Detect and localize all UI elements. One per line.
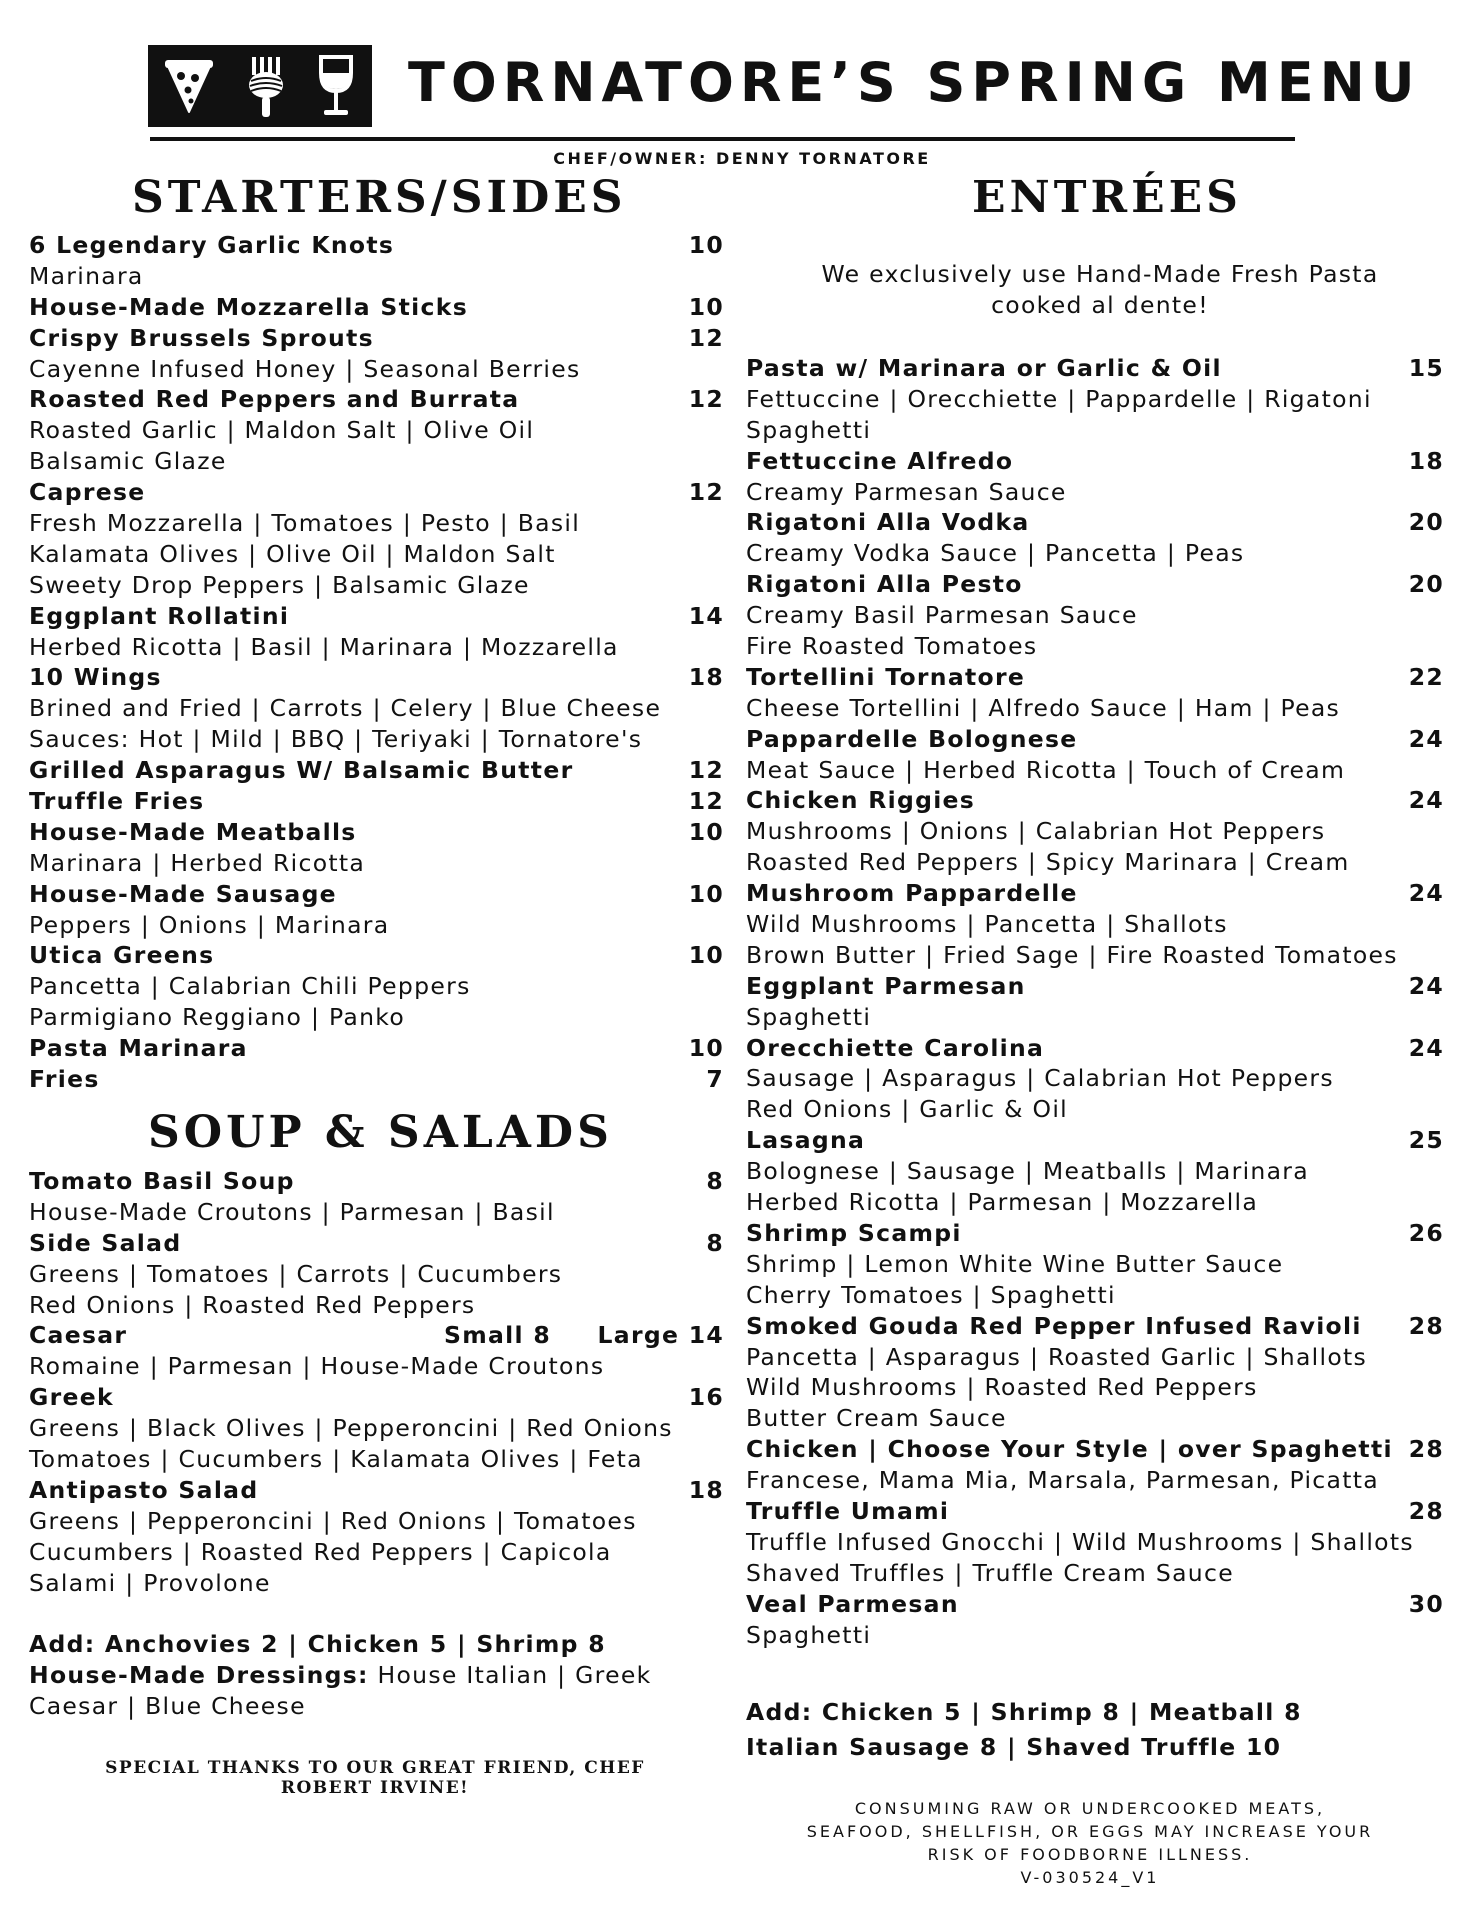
item-name: Eggplant Rollatini — [29, 601, 290, 630]
starter-item — [29, 940, 724, 971]
item-description: Shrimp | Lemon White Wine Butter Sauce — [746, 1249, 1284, 1278]
item-description: Greens | Tomatoes | Carrots | Cucumbers — [29, 1259, 563, 1288]
item-description: Bolognese | Sausage | Meatballs | Marinara — [746, 1157, 1309, 1186]
item-description: Creamy Parmesan Sauce — [746, 477, 1067, 506]
item-price: 16 — [688, 1383, 724, 1412]
pizza-slice-icon — [161, 56, 217, 116]
menu-version: V-030524_V1 — [1020, 1868, 1160, 1887]
item-price: 14 — [688, 601, 724, 630]
entree-item — [746, 507, 1446, 538]
item-name: Smoked Gouda Red Pepper Infused Ravioli — [746, 1311, 1362, 1340]
entree-description — [746, 1094, 1446, 1125]
starter-item — [29, 384, 724, 415]
item-description: Balsamic Glaze — [29, 447, 227, 476]
salad-description — [29, 1444, 699, 1475]
item-price: 18 — [688, 1475, 724, 1504]
entree-item — [746, 1311, 1446, 1342]
item-description: Cayenne Infused Honey | Seasonal Berries — [29, 354, 581, 383]
starter-description — [29, 910, 699, 941]
item-description: Creamy Basil Parmesan Sauce — [746, 601, 1138, 630]
starter-item — [29, 817, 724, 848]
item-price: 10 — [688, 879, 724, 908]
item-name: Pasta w/ Marinara or Garlic & Oil — [746, 354, 1222, 382]
soups-heading: SOUP & SALADS — [148, 1107, 613, 1158]
starter-item — [29, 786, 724, 817]
entree-item — [746, 724, 1446, 755]
item-description: Spaghetti — [746, 415, 872, 444]
item-description: Shaved Truffles | Truffle Cream Sauce — [746, 1558, 1234, 1587]
item-description: Francese, Mama Mia, Marsala, Parmesan, Picatta — [746, 1466, 1379, 1495]
item-name: Truffle Umami — [746, 1496, 950, 1525]
entree-description — [746, 693, 1446, 724]
starter-item — [29, 292, 724, 323]
starters-list — [29, 230, 724, 1095]
item-description: Marinara | Herbed Ricotta — [29, 848, 366, 877]
item-price: 12 — [688, 756, 724, 785]
entree-description — [746, 1280, 1446, 1311]
entree-description — [746, 384, 1446, 415]
item-price: 12 — [688, 478, 724, 507]
entree-description — [746, 1002, 1446, 1033]
item-price: 24 — [1408, 971, 1444, 1000]
fork-pasta-icon — [242, 53, 288, 119]
item-name: Veal Parmesan — [746, 1589, 959, 1618]
dressings-label: House-Made Dressings: — [29, 1660, 369, 1689]
starter-item — [29, 662, 724, 693]
entrees-extras — [746, 1695, 1446, 1765]
item-name: Orecchiette Carolina — [746, 1033, 1045, 1062]
starter-item — [29, 755, 724, 786]
item-description: Greens | Black Olives | Pepperoncini | Red Onions — [29, 1414, 673, 1443]
item-description: Cheese Tortellini | Alfredo Sauce | Ham | Peas — [746, 693, 1341, 722]
item-description: Creamy Vodka Sauce | Pancetta | Peas — [746, 539, 1245, 568]
salad-description — [29, 1413, 699, 1444]
entrees-add-line-1: Add: Chicken 5 | Shrimp 8 | Meatball 8 — [746, 1698, 1302, 1726]
salad-description — [29, 1537, 699, 1568]
item-description: Brined and Fried | Carrots | Celery | Blue Cheese — [29, 694, 662, 723]
item-name: Pasta Marinara — [29, 1034, 248, 1063]
item-name: Pappardelle Bolognese — [746, 724, 1078, 753]
entrees-list — [746, 353, 1446, 1650]
starter-item — [29, 1033, 724, 1064]
item-price: 20 — [1408, 508, 1444, 537]
item-description: Salami | Provolone — [29, 1568, 271, 1597]
starter-item — [29, 1064, 724, 1095]
starter-item — [29, 230, 724, 261]
starter-description — [29, 693, 699, 724]
item-description: Roasted Garlic | Maldon Salt | Olive Oil — [29, 416, 535, 445]
item-description: Wild Mushrooms | Pancetta | Shallots — [746, 910, 1228, 939]
item-price: 10 — [688, 292, 724, 321]
item-name: Tortellini Tornatore — [746, 662, 1026, 691]
entree-description — [746, 816, 1446, 847]
chef-owner-line: CHEF/OWNER: DENNY TORNATORE — [553, 149, 931, 168]
item-description: Butter Cream Sauce — [746, 1404, 1007, 1433]
salad-item — [29, 1382, 724, 1413]
entree-item — [746, 971, 1446, 1002]
entree-description — [746, 1156, 1446, 1187]
entree-description — [746, 909, 1446, 940]
dressings-line — [29, 1660, 729, 1691]
item-description: Pancetta | Calabrian Chili Peppers — [29, 972, 471, 1001]
entrees-heading: ENTRÉES — [972, 172, 1242, 223]
item-name: Tomato Basil Soup — [29, 1167, 295, 1195]
item-name: 6 Legendary Garlic Knots — [29, 231, 395, 259]
item-price: 20 — [1408, 570, 1444, 599]
special-thanks: SPECIAL THANKS TO OUR GREAT FRIEND, CHEF ROBERT IRVINE! — [105, 1758, 645, 1798]
starter-description — [29, 261, 699, 292]
starter-description — [29, 570, 699, 601]
item-name: Rigatoni Alla Vodka — [746, 508, 1030, 537]
item-name: Chicken Riggies — [746, 786, 976, 815]
item-name: Rigatoni Alla Pesto — [746, 570, 1023, 599]
item-price: 12 — [688, 787, 724, 816]
starter-description — [29, 446, 699, 477]
item-name: Utica Greens — [29, 941, 215, 970]
item-price: 25 — [1408, 1126, 1444, 1155]
item-name: Crispy Brussels Sprouts — [29, 323, 374, 352]
item-name: Greek — [29, 1383, 114, 1412]
entree-description — [746, 1063, 1446, 1094]
menu-title: TORNATORE’S SPRING MENU — [408, 51, 1421, 114]
item-description: Herbed Ricotta | Basil | Marinara | Mozzarella — [29, 632, 619, 661]
item-description: Greens | Pepperoncini | Red Onions | Tomatoes — [29, 1506, 637, 1535]
item-name: Fettuccine Alfredo — [746, 446, 1014, 475]
header-divider — [150, 137, 1295, 141]
item-description: Sausage | Asparagus | Calabrian Hot Peppers — [746, 1064, 1334, 1093]
item-price: 24 — [1408, 1033, 1444, 1062]
item-price: 10 — [688, 231, 724, 259]
item-name: Chicken | Choose Your Style | over Spaghetti — [746, 1435, 1393, 1464]
soups-list — [29, 1166, 724, 1598]
entree-description — [746, 1403, 1446, 1434]
item-description: Mushrooms | Onions | Calabrian Hot Peppers — [746, 817, 1326, 846]
salad-description — [29, 1290, 699, 1321]
starters-heading: STARTERS/SIDES — [132, 172, 627, 223]
starter-description — [29, 508, 699, 539]
entrees-intro-line-2: cooked al dente! — [991, 291, 1209, 319]
soups-extras — [29, 1629, 729, 1722]
entree-description — [746, 1558, 1446, 1589]
dressings-list: House Italian | Greek — [368, 1660, 652, 1689]
salad-item — [29, 1320, 724, 1351]
item-name: House-Made Sausage — [29, 879, 337, 908]
item-price: 24 — [1408, 879, 1444, 908]
item-name: Roasted Red Peppers and Burrata — [29, 385, 520, 414]
item-description: Truffle Infused Gnocchi | Wild Mushrooms | Shallots — [746, 1527, 1414, 1556]
entree-description — [746, 1342, 1446, 1373]
item-name: House-Made Mozzarella Sticks — [29, 292, 468, 321]
salad-item — [29, 1166, 724, 1197]
item-description: Marinara — [29, 261, 144, 290]
starter-description — [29, 1002, 699, 1033]
item-description: Romaine | Parmesan | House-Made Croutons — [29, 1352, 605, 1381]
item-price: 24 — [1408, 724, 1444, 753]
entree-description — [746, 600, 1446, 631]
item-price: 12 — [688, 323, 724, 352]
item-price: 28 — [1408, 1496, 1444, 1525]
entree-description — [746, 477, 1446, 508]
item-price: 18 — [1408, 446, 1444, 475]
entrees-intro — [760, 259, 1440, 321]
salad-description — [29, 1351, 699, 1382]
starter-description — [29, 415, 699, 446]
entree-item — [746, 1218, 1446, 1249]
starter-description — [29, 632, 699, 663]
item-name: Shrimp Scampi — [746, 1218, 962, 1247]
salad-description — [29, 1259, 699, 1290]
entree-item — [746, 1434, 1446, 1465]
item-price: 28 — [1408, 1311, 1444, 1340]
item-name: Fries — [29, 1065, 100, 1094]
soups-add-line: Add: Anchovies 2 | Chicken 5 | Shrimp 8 — [29, 1630, 606, 1658]
salad-description — [29, 1506, 699, 1537]
item-small-price: Small 8 — [444, 1321, 552, 1350]
salad-item — [29, 1475, 724, 1506]
item-price: 8 — [706, 1167, 724, 1195]
item-name: Grilled Asparagus W/ Balsamic Butter — [29, 756, 574, 785]
item-description: Spaghetti — [746, 1002, 872, 1031]
item-description: Meat Sauce | Herbed Ricotta | Touch of Cream — [746, 755, 1346, 784]
item-name: Antipasto Salad — [29, 1475, 259, 1504]
entree-description — [746, 631, 1446, 662]
dressings-line-2: Caesar | Blue Cheese — [29, 1691, 306, 1720]
wine-glass-icon — [313, 53, 359, 119]
starter-description — [29, 724, 699, 755]
entree-description — [746, 1187, 1446, 1218]
salad-item — [29, 1228, 724, 1259]
entree-description — [746, 415, 1446, 446]
item-description: Sweety Drop Peppers | Balsamic Glaze — [29, 570, 530, 599]
item-name: House-Made Meatballs — [29, 817, 357, 846]
entrees-intro-line-1: We exclusively use Hand-Made Fresh Pasta — [821, 260, 1379, 288]
entree-description — [746, 538, 1446, 569]
item-description: Wild Mushrooms | Roasted Red Peppers — [746, 1373, 1258, 1402]
item-price: 10 — [688, 941, 724, 970]
item-description: Roasted Red Peppers | Spicy Marinara | Cream — [746, 848, 1350, 877]
item-name: Caesar — [29, 1321, 128, 1350]
item-description: Fettuccine | Orecchiette | Pappardelle | Rigatoni — [746, 384, 1372, 413]
item-description: Red Onions | Garlic & Oil — [746, 1095, 1068, 1124]
item-description: Tomatoes | Cucumbers | Kalamata Olives | Feta — [29, 1445, 643, 1474]
entree-item — [746, 785, 1446, 816]
item-price: 30 — [1408, 1589, 1444, 1618]
item-price: 28 — [1408, 1435, 1444, 1464]
entree-description — [746, 1249, 1446, 1280]
item-price: 15 — [1408, 354, 1444, 382]
entree-item — [746, 878, 1446, 909]
starter-item — [29, 323, 724, 354]
item-price: 26 — [1408, 1218, 1444, 1247]
item-description: Spaghetti — [746, 1620, 872, 1649]
entree-description — [746, 755, 1446, 786]
disclaimer-text: CONSUMING RAW OR UNDERCOOKED MEATS, SEAFOOD, SHELLFISH, OR EGGS MAY INCREASE YOUR RISK OF FOODBORNE ILLNESS. — [806, 1799, 1374, 1864]
item-name: Eggplant Parmesan — [746, 971, 1026, 1000]
item-description: Pancetta | Asparagus | Roasted Garlic | Shallots — [746, 1342, 1368, 1371]
item-name: Mushroom Pappardelle — [746, 879, 1078, 908]
item-description: Fire Roasted Tomatoes — [746, 632, 1038, 661]
food-safety-disclaimer — [800, 1797, 1380, 1889]
entree-item — [746, 662, 1446, 693]
item-price: Large 14 — [597, 1321, 724, 1350]
item-price: 10 — [688, 1034, 724, 1063]
entree-item — [746, 1589, 1446, 1620]
starter-description — [29, 354, 699, 385]
item-name: Caprese — [29, 478, 146, 507]
item-price: 7 — [706, 1065, 724, 1094]
entree-description — [746, 1527, 1446, 1558]
starter-item — [29, 879, 724, 910]
item-description: House-Made Croutons | Parmesan | Basil — [29, 1197, 555, 1226]
starter-description — [29, 848, 699, 879]
item-name: Lasagna — [746, 1126, 866, 1155]
item-price: 8 — [706, 1228, 724, 1257]
starter-item — [29, 477, 724, 508]
entree-description — [746, 1372, 1446, 1403]
item-description: Cherry Tomatoes | Spaghetti — [746, 1280, 1116, 1309]
item-description: Herbed Ricotta | Parmesan | Mozzarella — [746, 1188, 1259, 1217]
item-description: Cucumbers | Roasted Red Peppers | Capicola — [29, 1537, 612, 1566]
item-price: 24 — [1408, 786, 1444, 815]
item-name: Side Salad — [29, 1228, 182, 1257]
item-name: Truffle Fries — [29, 787, 205, 816]
item-price: 10 — [688, 817, 724, 846]
entree-description — [746, 940, 1446, 971]
entrees-add-line-2: Italian Sausage 8 | Shaved Truffle 10 — [746, 1733, 1282, 1761]
item-description: Brown Butter | Fried Sage | Fire Roasted Tomatoes — [746, 940, 1398, 969]
entree-item — [746, 569, 1446, 600]
item-price: 12 — [688, 385, 724, 414]
item-description: Sauces: Hot | Mild | BBQ | Teriyaki | Tornatore's — [29, 725, 643, 754]
item-price: 18 — [688, 663, 724, 692]
entree-item — [746, 446, 1446, 477]
entree-item — [746, 1496, 1446, 1527]
entree-description — [746, 1620, 1446, 1651]
item-description: Red Onions | Roasted Red Peppers — [29, 1290, 476, 1319]
salad-description — [29, 1568, 699, 1599]
entree-item — [746, 353, 1446, 384]
entree-item — [746, 1125, 1446, 1156]
item-description: Kalamata Olives | Olive Oil | Maldon Salt — [29, 539, 556, 568]
logo-icon-box — [148, 45, 372, 127]
item-name: 10 Wings — [29, 663, 162, 692]
salad-description — [29, 1197, 699, 1228]
starter-description — [29, 539, 699, 570]
menu-header — [148, 45, 1421, 137]
item-description: Peppers | Onions | Marinara — [29, 910, 390, 939]
item-price: 22 — [1408, 662, 1444, 691]
item-description: Parmigiano Reggiano | Panko — [29, 1003, 406, 1032]
starter-description — [29, 971, 699, 1002]
entree-item — [746, 1033, 1446, 1064]
item-description: Fresh Mozzarella | Tomatoes | Pesto | Basil — [29, 509, 581, 538]
starter-item — [29, 601, 724, 632]
entree-description — [746, 1465, 1446, 1496]
entree-description — [746, 847, 1446, 878]
